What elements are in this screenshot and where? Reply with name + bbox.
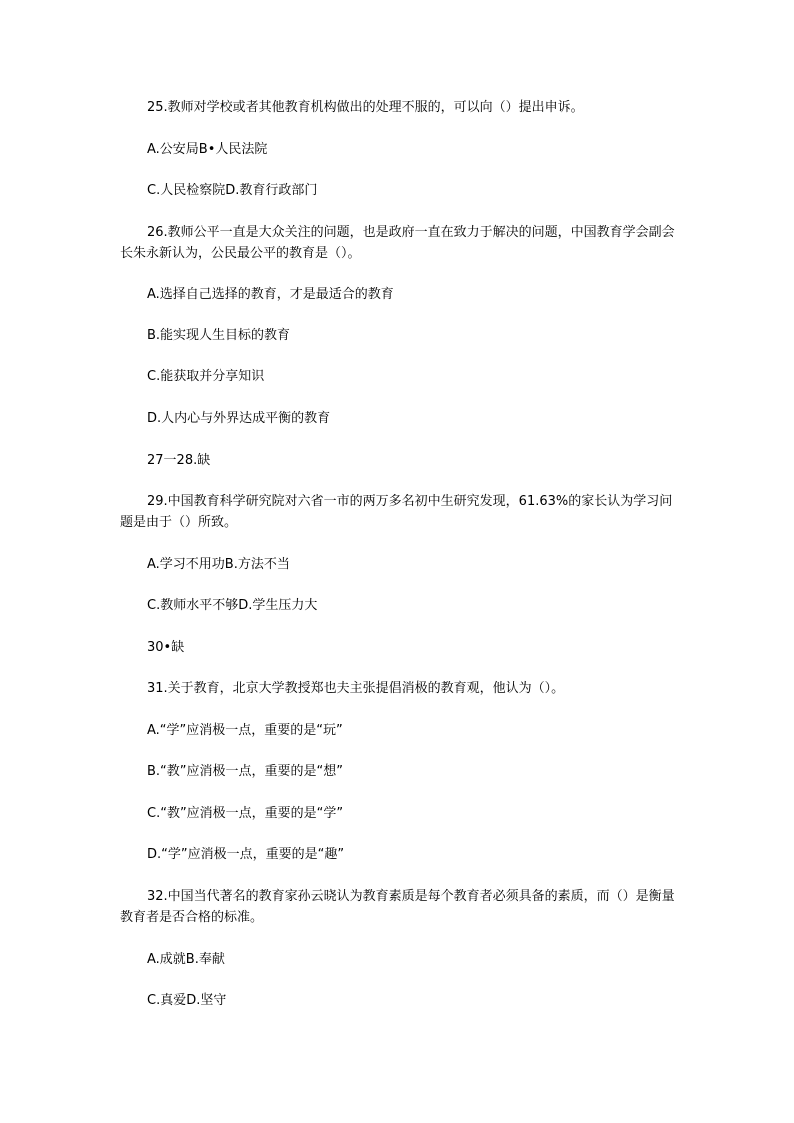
question-26-option-a: A.选择自己选择的教育，才是最适合的教育 xyxy=(147,287,394,302)
question-25-options-ab: A.公安局B•人民法院 xyxy=(147,142,268,157)
question-29-stem: 29.中国教育科学研究院对六省一市的两万多名初中生研究发现，61.63%的家长认为学习问题是由于（）所致。 xyxy=(120,494,673,530)
question-31-stem: 31.关于教育，北京大学教授郑也夫主张提倡消极的教育观，他认为（）。 xyxy=(147,681,565,696)
question-25-stem: 25.教师对学校或者其他教育机构做出的处理不服的，可以向（）提出申诉。 xyxy=(147,100,584,115)
question-26-option-d: D.人内心与外界达成平衡的教育 xyxy=(147,411,331,426)
question-26-stem: 26.教师公平一直是大众关注的问题，也是政府一直在致力于解决的问题，中国教育学会副会长朱永新认为，公民最公平的教育是（）。 xyxy=(120,225,675,261)
question-26-option-c: C.能获取并分享知识 xyxy=(147,369,265,384)
question-29-options-cd: C.教师水平不够D.学生压力大 xyxy=(147,598,318,613)
question-31-option-c: C.“教”应消极一点，重要的是“学” xyxy=(147,806,344,821)
question-29-options-ab: A.学习不用功B.方法不当 xyxy=(147,557,290,572)
question-32-stem: 32.中国当代著名的教育家孙云晓认为教育素质是每个教育者必须具备的素质，而（）是衡量教育者是否合格的标准。 xyxy=(120,889,675,925)
question-32-options-cd: C.真爱D.坚守 xyxy=(147,993,227,1008)
question-26-option-b: B.能实现人生目标的教育 xyxy=(147,328,291,343)
question-31-option-b: B.“教”应消极一点，重要的是“想” xyxy=(147,764,343,779)
question-31-option-d: D.“学”应消极一点，重要的是“趣” xyxy=(147,847,345,862)
question-31-option-a: A.“学”应消极一点，重要的是“玩” xyxy=(147,723,343,738)
question-25-options-cd: C.人民检察院D.教育行政部门 xyxy=(147,183,318,198)
question-27-28-missing: 27一28.缺 xyxy=(147,453,211,468)
question-30-missing: 30•缺 xyxy=(147,640,185,655)
question-32-options-ab: A.成就B.奉献 xyxy=(147,952,225,967)
